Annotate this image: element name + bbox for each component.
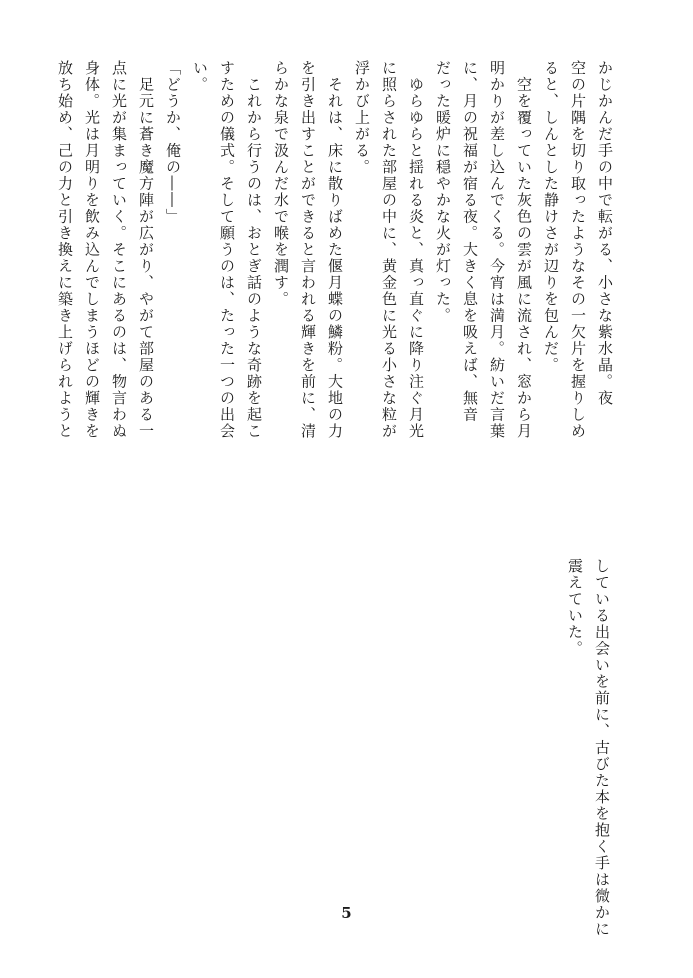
upper-text-block	[51, 60, 618, 480]
text-line: 足元に蒼き魔方陣が広がり、やがて部屋のある一	[137, 60, 155, 440]
text-line: 放ち始め、己の力と引き換えに築き上げられようと	[56, 60, 74, 440]
text-line: を引き出すことができると言われる輝きを前に、清	[299, 60, 317, 440]
text-line: 空の片隅を切り取ったようなその一欠片を握りしめ	[569, 60, 587, 440]
text-line: それは、床に散りばめた偃月蝶の鱗粉。大地の力	[326, 60, 344, 440]
text-line: 点に光が集まっていく。そこにあるのは、物言わぬ	[110, 60, 128, 440]
text-line: ゆらゆらと揺れる炎と、真っ直ぐに降り注ぐ月光	[407, 60, 425, 440]
text-line: 「どうか、俺の――」	[164, 60, 182, 225]
text-line: 身体。光は月明りを飲み込んでしまうほどの輝きを	[83, 60, 101, 440]
lower-text-block	[561, 558, 615, 938]
text-line: 空を覆っていた灰色の雲が風に流され、窓から月	[515, 60, 533, 440]
text-line: 震えていた。	[566, 558, 584, 657]
text-line: に照らされた部屋の中に、黄金色に光る小さな粒が	[380, 60, 398, 440]
text-line: い。	[191, 60, 209, 93]
text-line: に、月の祝福が宿る夜。大きく息を吸えば、無音	[461, 60, 479, 423]
page-number: 5	[341, 904, 352, 922]
text-line: すための儀式。そして願うのは、たった一つの出会	[218, 60, 236, 440]
text-line: 明かりが差し込んでくる。今宵は満月。紡いだ言葉	[488, 60, 506, 440]
text-line: 浮かび上がる。	[353, 60, 371, 176]
text-line: らかな泉で汲んだ水で喉を潤す。	[272, 60, 290, 308]
text-line: これから行うのは、おとぎ話のような奇跡を起こ	[245, 60, 263, 440]
text-line: かじかんだ手の中で転がる、小さな紫水晶。夜	[596, 60, 614, 407]
text-line: している出会いを前に、古びた本を抱く手は微かに	[593, 558, 611, 938]
text-line: だった暖炉に穏やかな火が灯った。	[434, 60, 452, 324]
text-line: ると、しんとした静けさが辺りを包んだ。	[542, 60, 560, 374]
